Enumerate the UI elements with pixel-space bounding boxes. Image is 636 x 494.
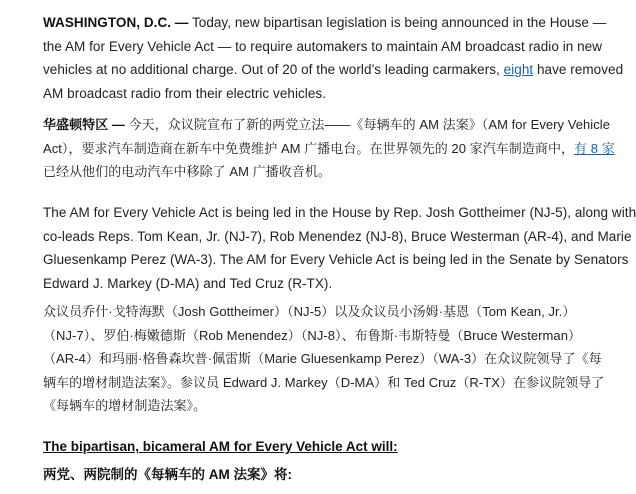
eight-carmakers-link-cn[interactable]: 有 8 家 xyxy=(574,140,615,156)
paragraph-line: 已经从他们的电动汽车中移除了 AM 广播收音机。 xyxy=(43,164,331,179)
paragraph-text: 今天，众议院宣布了新的两党立法——《每辆车的 AM 法案》（AM for Every Vehicle xyxy=(124,117,611,132)
paragraph-line: 《每辆车的增材制造法案》。 xyxy=(43,398,207,413)
paragraph-line: The AM for Every Vehicle Act is being led in the House by Rep. Josh Gottheimer (NJ-5), along with xyxy=(43,205,636,220)
paragraph-intro-en xyxy=(43,11,624,105)
paragraph-intro-cn xyxy=(43,113,615,184)
paragraph-text: vehicles at no additional charge. Out of 20 of the world’s leading carmakers, xyxy=(43,62,504,77)
section-heading-cn: 两党、两院制的《每辆车的 AM 法案》将: xyxy=(43,467,292,482)
paragraph-line: Edward J. Markey (D-MA) and Ted Cruz (R-TX). xyxy=(43,275,333,291)
paragraph-line xyxy=(43,11,607,35)
paragraph-sponsors-cn xyxy=(43,300,605,418)
paragraph-text: Act），要求汽车制造商在新车中免费维护 AM 广播电台。在世界领先的 20 家汽车制造商中， xyxy=(43,140,575,156)
paragraph-line: （AR-4）和玛丽·格鲁森坎普·佩雷斯（Marie Gluesenkamp Perez）（WA-3）在众议院领导了《每 xyxy=(43,351,602,366)
paragraph-line: co-leads Reps. Tom Kean, Jr. (NJ-7), Rob Menendez (NJ-8), Bruce Westerman (AR-4), and Marie xyxy=(43,228,632,244)
paragraph-line xyxy=(43,113,611,137)
paragraph-line xyxy=(43,58,624,82)
paragraph-sponsors-en xyxy=(43,201,636,295)
paragraph-line: the AM for Every Vehicle Act — to require automakers to maintain AM broadcast radio in new xyxy=(43,38,603,54)
dateline-cn: 华盛顿特区 — xyxy=(43,117,125,132)
paragraph-line: Gluesenkamp Perez (WA-3). The AM for Every Vehicle Act is being led in the Senate by Senators xyxy=(43,252,629,267)
section-heading-en: The bipartisan, bicameral AM for Every Vehicle Act will: xyxy=(43,439,398,454)
paragraph-line: AM broadcast radio from their electric vehicles. xyxy=(43,85,327,101)
dateline: WASHINGTON, D.C. — xyxy=(43,15,189,30)
paragraph-line: （NJ-7）、罗伯·梅嫩德斯（Rob Menendez）（NJ-8）、布鲁斯·韦斯特曼（Bruce Westerman） xyxy=(43,327,582,343)
paragraph-text: Today, new bipartisan legislation is being announced in the House — xyxy=(188,15,607,30)
paragraph-text: have removed xyxy=(533,62,624,77)
paragraph-line xyxy=(43,137,615,161)
paragraph-line: 辆车的增材制造法案》。参议员 Edward J. Markey（D-MA）和 Ted Cruz（R-TX）在参议院领导了 xyxy=(43,374,605,390)
paragraph-line: 众议员乔什·戈特海默（Josh Gottheimer）（NJ-5）以及众议员小汤姆·基恩（Tom Kean, Jr.） xyxy=(43,304,576,319)
eight-carmakers-link[interactable]: eight xyxy=(503,62,534,77)
